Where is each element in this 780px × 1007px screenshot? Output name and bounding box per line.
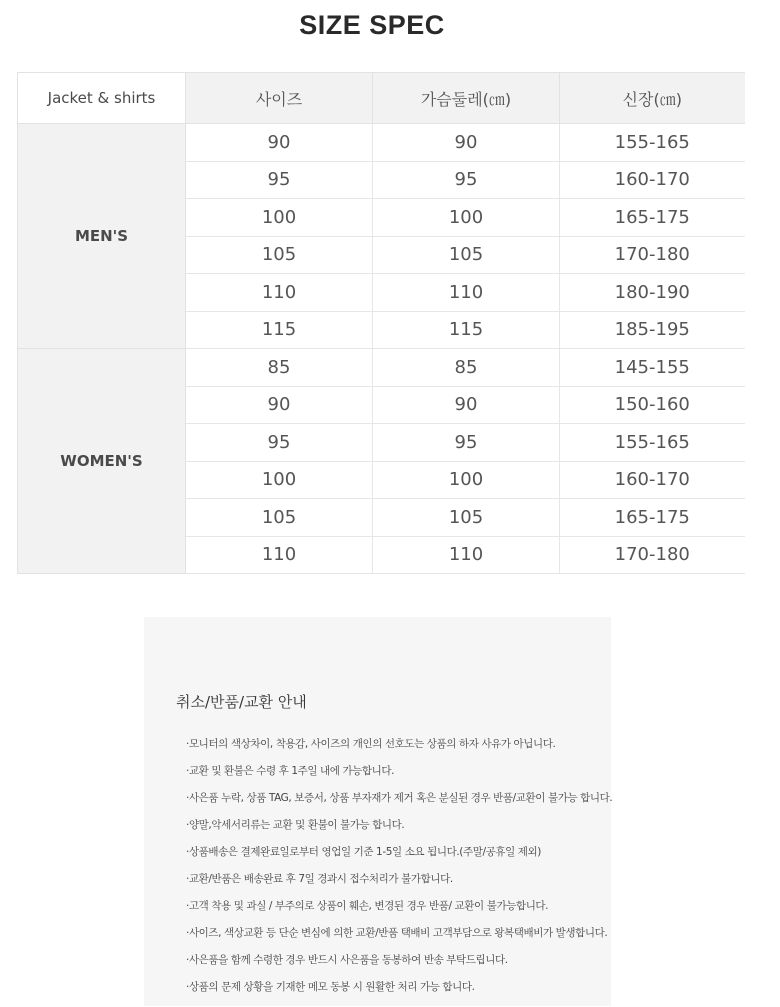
size-cell: 115 bbox=[186, 311, 373, 349]
chest-cell: 105 bbox=[373, 236, 560, 274]
notice-item: ·사이즈, 색상교환 등 단순 변심에 의한 교환/반품 택배비 고객부담으로 왕복택배비가 발생합니다. bbox=[186, 927, 608, 939]
table-row bbox=[18, 124, 745, 162]
height-cell: 150-160 bbox=[560, 386, 745, 424]
header-size: 사이즈 bbox=[186, 73, 373, 124]
size-cell: 100 bbox=[186, 461, 373, 499]
size-cell: 110 bbox=[186, 536, 373, 574]
chest-cell: 105 bbox=[373, 499, 560, 537]
height-cell: 165-175 bbox=[560, 199, 745, 237]
chest-cell: 110 bbox=[373, 274, 560, 312]
size-cell: 95 bbox=[186, 161, 373, 199]
height-cell: 160-170 bbox=[560, 161, 745, 199]
chest-cell: 95 bbox=[373, 161, 560, 199]
height-cell: 155-165 bbox=[560, 124, 745, 162]
table-row bbox=[18, 349, 745, 387]
size-cell: 95 bbox=[186, 424, 373, 462]
height-cell: 180-190 bbox=[560, 274, 745, 312]
size-cell: 105 bbox=[186, 236, 373, 274]
chest-cell: 90 bbox=[373, 124, 560, 162]
chest-cell: 85 bbox=[373, 349, 560, 387]
notice-item: ·양말,악세서리류는 교환 및 환불이 불가능 합니다. bbox=[186, 819, 405, 831]
notice-title: 취소/반품/교환 안내 bbox=[176, 693, 307, 711]
height-cell: 155-165 bbox=[560, 424, 745, 462]
height-cell: 165-175 bbox=[560, 499, 745, 537]
chest-cell: 115 bbox=[373, 311, 560, 349]
size-cell: 105 bbox=[186, 499, 373, 537]
group-label-mens: MEN'S bbox=[18, 124, 186, 349]
height-cell: 145-155 bbox=[560, 349, 745, 387]
notice-item: ·상품의 문제 상황을 기재한 메모 동봉 시 원활한 처리 가능 합니다. bbox=[186, 981, 475, 993]
size-cell: 90 bbox=[186, 124, 373, 162]
table-header-row bbox=[18, 73, 745, 124]
notice-list bbox=[186, 737, 611, 1007]
size-cell: 110 bbox=[186, 274, 373, 312]
chest-cell: 90 bbox=[373, 386, 560, 424]
notice-item: ·모니터의 색상차이, 착용감, 사이즈의 개인의 선호도는 상품의 하자 사유가 아닙니다. bbox=[186, 738, 556, 750]
size-cell: 90 bbox=[186, 386, 373, 424]
height-cell: 170-180 bbox=[560, 536, 745, 574]
return-policy-notice bbox=[144, 617, 611, 1006]
height-cell: 185-195 bbox=[560, 311, 745, 349]
size-spec-table bbox=[17, 72, 745, 574]
header-category: Jacket & shirts bbox=[18, 73, 186, 124]
notice-item: ·사은품을 함께 수령한 경우 반드시 사은품을 동봉하여 반송 부탁드립니다. bbox=[186, 954, 508, 966]
height-cell: 170-180 bbox=[560, 236, 745, 274]
notice-item: ·교환/반품은 배송완료 후 7일 경과시 접수처리가 불가합니다. bbox=[186, 873, 453, 885]
notice-item: ·사은품 누락, 상품 TAG, 보증서, 상품 부자재가 제거 혹은 분실된 경우 반품/교환이 불가능 합니다. bbox=[186, 792, 613, 804]
notice-item: ·고객 착용 및 과실 / 부주의로 상품이 훼손, 변경된 경우 반품/ 교환이 불가능합니다. bbox=[186, 900, 549, 912]
notice-item: ·교환 및 환불은 수령 후 1주일 내에 가능합니다. bbox=[186, 765, 395, 777]
chest-cell: 110 bbox=[373, 536, 560, 574]
height-cell: 160-170 bbox=[560, 461, 745, 499]
page-title: SIZE SPEC bbox=[299, 10, 445, 40]
size-cell: 85 bbox=[186, 349, 373, 387]
chest-cell: 100 bbox=[373, 199, 560, 237]
header-chest: 가슴둘레(㎝) bbox=[373, 73, 560, 124]
size-cell: 100 bbox=[186, 199, 373, 237]
notice-item: ·상품배송은 결제완료일로부터 영업일 기준 1-5일 소요 됩니다.(주말/공휴일 제외) bbox=[186, 846, 541, 858]
chest-cell: 100 bbox=[373, 461, 560, 499]
group-label-womens: WOMEN'S bbox=[18, 349, 186, 574]
chest-cell: 95 bbox=[373, 424, 560, 462]
header-height: 신장(㎝) bbox=[560, 73, 745, 124]
